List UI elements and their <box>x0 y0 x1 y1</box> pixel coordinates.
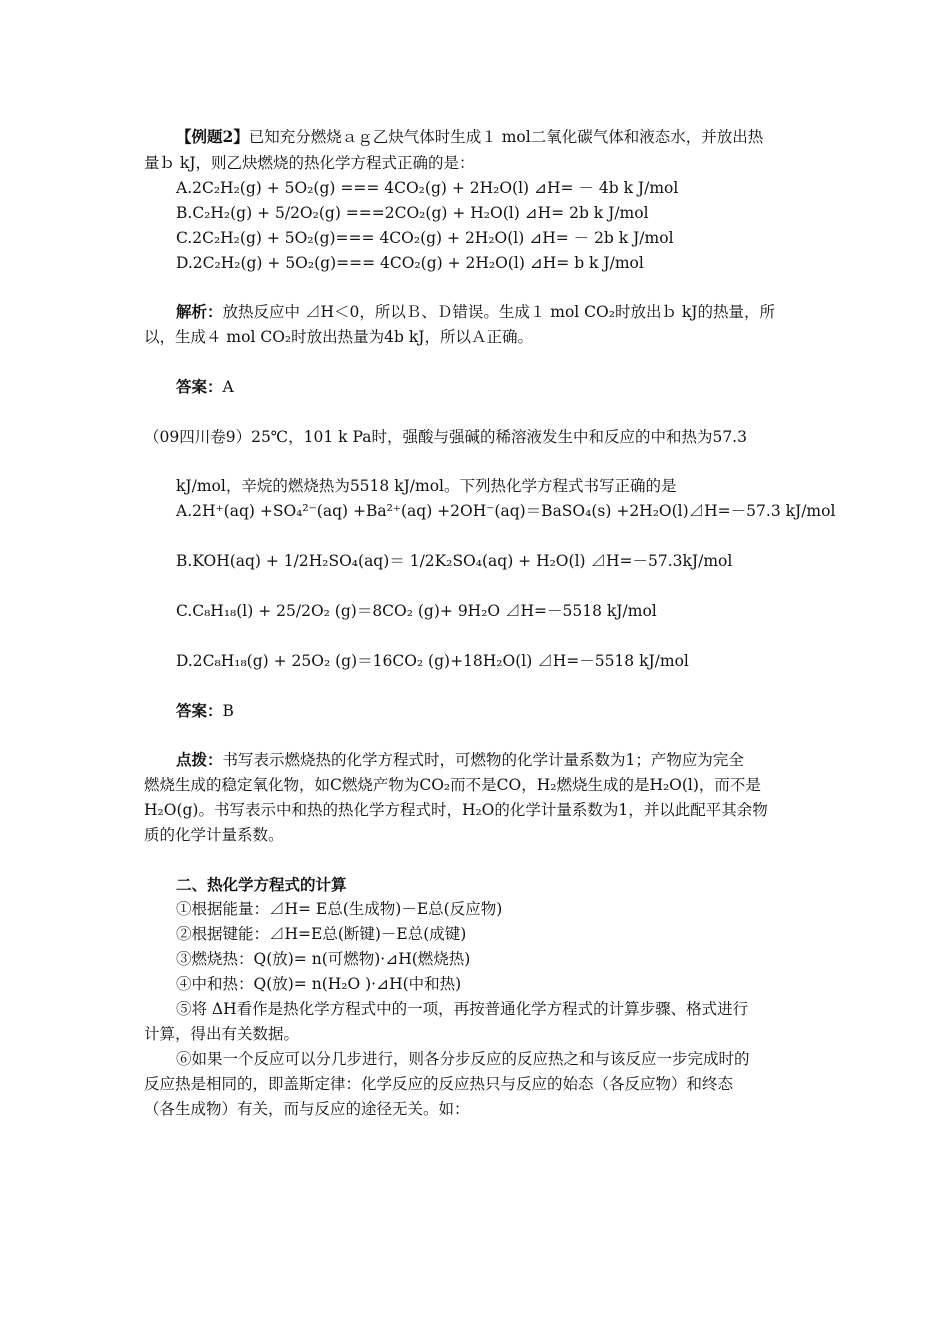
example2-option-b: B.C₂H₂(g) + 5/2O₂(g) ===2CO₂(g) + H₂O(l) ⊿H= 2b k J/mol <box>176 204 649 222</box>
answer-label: 答案： <box>176 701 223 720</box>
analysis-label: 解析： <box>176 302 223 321</box>
section2-item-4: ④中和热：Q(放)= n(H₂O )·⊿H(中和热) <box>176 975 462 993</box>
example2-option-c: C.2C₂H₂(g) + 5O₂(g)=== 4CO₂(g) + 2H₂O(l) ⊿H= － 2b k J/mol <box>176 229 674 247</box>
example2-line1: 【例题2】已知充分燃烧ａｇ乙炔气体时生成１ mol二氧化碳气体和液态水，并放出热 <box>176 127 764 146</box>
sichuan-option-a: A.2H⁺(aq) +SO₄²⁻(aq) +Ba²⁺(aq) +2OH⁻(aq)＝BaSO₄(s) +2H₂O(l)⊿H=－57.3 kJ/mol <box>176 502 836 520</box>
sichuan-option-b: B.KOH(aq) + 1/2H₂SO₄(aq)＝ 1/2K₂SO₄(aq) + H₂O(l) ⊿H=－57.3kJ/mol <box>176 552 733 570</box>
sichuan-line2: kJ/mol，辛烷的燃烧热为5518 kJ/mol。下列热化学方程式书写正确的是 <box>176 477 677 495</box>
example2-option-a: A.2C₂H₂(g) + 5O₂(g) === 4CO₂(g) + 2H₂O(l) ⊿H= － 4b k J/mol <box>176 179 679 197</box>
example2-option-d: D.2C₂H₂(g) + 5O₂(g)=== 4CO₂(g) + 2H₂O(l) ⊿H= b k J/mol <box>176 254 644 272</box>
answer-label: 答案： <box>176 377 223 396</box>
section2-item-1: ①根据能量：⊿H= E总(生成物)－E总(反应物) <box>176 900 503 918</box>
section2-item-5-line2: 计算，得出有关数据。 <box>144 1025 300 1043</box>
section2-item-3: ③燃烧热：Q(放)= n(可燃物)·⊿H(燃烧热) <box>176 950 471 968</box>
tip-line4: 质的化学计量系数。 <box>144 826 284 844</box>
section2-item-6-line1: ⑥如果一个反应可以分几步进行，则各分步反应的反应热之和与该反应一步完成时的 <box>176 1050 750 1068</box>
tip-line3: H₂O(g)。书写表示中和热的热化学方程式时，H₂O的化学计量系数为1，并以此配平其余物 <box>144 801 768 819</box>
example2-label: 【例题2】 <box>176 127 249 146</box>
section2-item-5-line1: ⑤将 ΔH看作是热化学方程式中的一项，再按普通化学方程式的计算步骤、格式进行 <box>176 1000 749 1018</box>
sichuan-answer <box>176 700 234 722</box>
answer-value: B <box>222 702 234 720</box>
answer-value: A <box>222 378 234 396</box>
tip-label: 点拨： <box>176 750 223 769</box>
section2-item-6-line3: （各生成物）有关，而与反应的途径无关。如： <box>144 1100 470 1118</box>
example2-answer <box>176 376 234 398</box>
example2-analysis-line1: 解析：放热反应中 ⊿H＜0，所以Ｂ、Ｄ错误。生成１ mol CO₂时放出ｂ kJ的热量，所 <box>176 302 775 321</box>
example2-line2: 量ｂ kJ，则乙炔燃烧的热化学方程式正确的是： <box>144 154 475 172</box>
sichuan-option-d: D.2C₈H₁₈(g) + 25O₂ (g)＝16CO₂ (g)+18H₂O(l) ⊿H=－5518 kJ/mol <box>176 652 689 670</box>
tip-line1: 点拨：书写表示燃烧热的化学方程式时，可燃物的化学计量系数为1；产物应为完全 <box>176 750 744 769</box>
section2-item-6-line2: 反应热是相同的，即盖斯定律：化学反应的反应热只与反应的始态（各反应物）和终态 <box>144 1075 734 1093</box>
sichuan-source-line: （09四川卷9）25℃，101 k Pa时，强酸与强碱的稀溶液发生中和反应的中和热为57.3 <box>144 428 747 446</box>
sichuan-option-c: C.C₈H₁₈(l) + 25/2O₂ (g)＝8CO₂ (g)+ 9H₂O ⊿H=－5518 kJ/mol <box>176 602 657 620</box>
example2-analysis-line2: 以，生成４ mol CO₂时放出热量为4b kJ，所以Ａ正确。 <box>144 328 533 346</box>
tip-line2: 燃烧生成的稳定氧化物，如C燃烧产物为CO₂而不是CO，H₂燃烧生成的是H₂O(l)，而不是 <box>144 776 761 794</box>
section2-heading: 二、热化学方程式的计算 <box>176 875 347 894</box>
section2-item-2: ②根据键能：⊿H=E总(断键)－E总(成键) <box>176 925 467 943</box>
